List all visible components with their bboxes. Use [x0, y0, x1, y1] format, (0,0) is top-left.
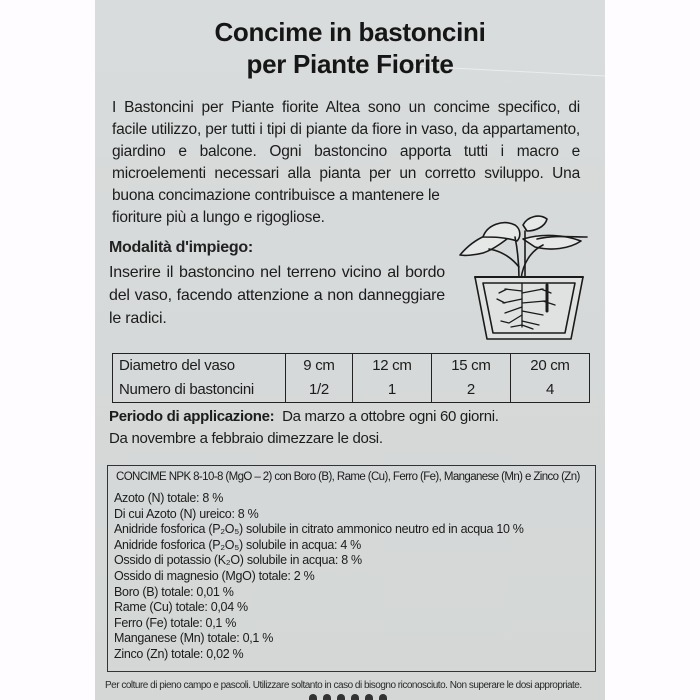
- pictogram-icon: [379, 694, 387, 700]
- composition-item: Di cui Azoto (N) ureico: 8 %: [114, 506, 259, 521]
- footnote: Per colture di pieno campo e pascoli. Utilizzare soltanto in caso di bisogno riconosciuto. Non superare le dosi appropriate.: [105, 680, 582, 691]
- description-last-line: fioriture più a lungo e rigogliose.: [112, 209, 325, 226]
- cell-diameter: 9 cm: [286, 354, 353, 379]
- cell-diameter: 15 cm: [431, 354, 510, 379]
- cell-count: 1: [352, 378, 431, 403]
- composition-list: [114, 491, 524, 663]
- plant-in-pot-icon: [455, 207, 590, 342]
- application-note: Da novembre a febbraio dimezzare le dosi.: [109, 430, 383, 447]
- usage-instructions: Inserire il bastoncino nel terreno vicino al bordo del vaso, facendo attenzione a non danneggiare le radici.: [109, 264, 445, 327]
- composition-item: Rame (Cu) totale: 0,04 %: [114, 600, 248, 615]
- application-label: Periodo di applicazione:: [109, 408, 275, 425]
- hazard-icons-row: [309, 694, 387, 700]
- composition-item: Anidride fosforica (P₂O₅) solubile in acqua: 4 %: [114, 537, 362, 552]
- composition-item: Anidride fosforica (P₂O₅) solubile in citrato ammonico neutro ed in acqua 10 %: [114, 522, 524, 537]
- row-label-diameter: Diametro del vaso: [119, 357, 235, 374]
- table-row-diameter: [113, 354, 590, 379]
- composition-item: Ossido di magnesio (MgO) totale: 2 %: [114, 568, 315, 583]
- composition-item: Manganese (Mn) totale: 0,1 %: [114, 631, 274, 646]
- usage-heading: Modalità d'impiego:: [109, 239, 253, 256]
- title-line-1: Concime in bastoncini: [214, 17, 486, 47]
- composition-item: Ossido di potassio (K₂O) solubile in acqua: 8 %: [114, 553, 362, 568]
- composition-item: Zinco (Zn) totale: 0,02 %: [114, 646, 244, 661]
- cell-diameter: 20 cm: [510, 354, 589, 379]
- cell-count: 4: [510, 378, 589, 403]
- pictogram-icon: [323, 694, 331, 700]
- table-row-count: [113, 378, 590, 403]
- product-label: [95, 0, 605, 700]
- pictogram-icon: [337, 694, 345, 700]
- pictogram-icon: [309, 694, 317, 700]
- product-title: [95, 16, 605, 80]
- cell-diameter: 12 cm: [352, 354, 431, 379]
- pictogram-icon: [365, 694, 373, 700]
- composition-heading: CONCIME NPK 8-10-8 (MgO – 2) con Boro (B), Rame (Cu), Ferro (Fe), Manganese (Mn) e Zinco (Zn): [116, 471, 580, 483]
- description-main: I Bastoncini per Piante fiorite Altea sono un concime specifico, di facile utilizzo, per tutti i tipi di piante da fiore in vaso, da appartamento, giardino e balcone. Ogni bastoncino apporta tutti i macro e microelementi necessari alla pianta per un corretto sviluppo. Una buona concimazione contribuisce a mantenere le: [112, 99, 580, 204]
- dosage-table: [112, 353, 590, 403]
- composition-box: [107, 465, 596, 672]
- row-label-count: Numero di bastoncini: [119, 381, 254, 398]
- application-period: [109, 406, 499, 450]
- pictogram-icon: [351, 694, 359, 700]
- composition-item: Ferro (Fe) totale: 0,1 %: [114, 615, 237, 630]
- title-line-2: per Piante Fiorite: [246, 49, 454, 79]
- composition-item: Boro (B) totale: 0,01 %: [114, 584, 234, 599]
- application-value: Da marzo a ottobre ogni 60 giorni.: [282, 408, 499, 425]
- cell-count: 1/2: [286, 378, 353, 403]
- cell-count: 2: [431, 378, 510, 403]
- composition-item: Azoto (N) totale: 8 %: [114, 491, 224, 505]
